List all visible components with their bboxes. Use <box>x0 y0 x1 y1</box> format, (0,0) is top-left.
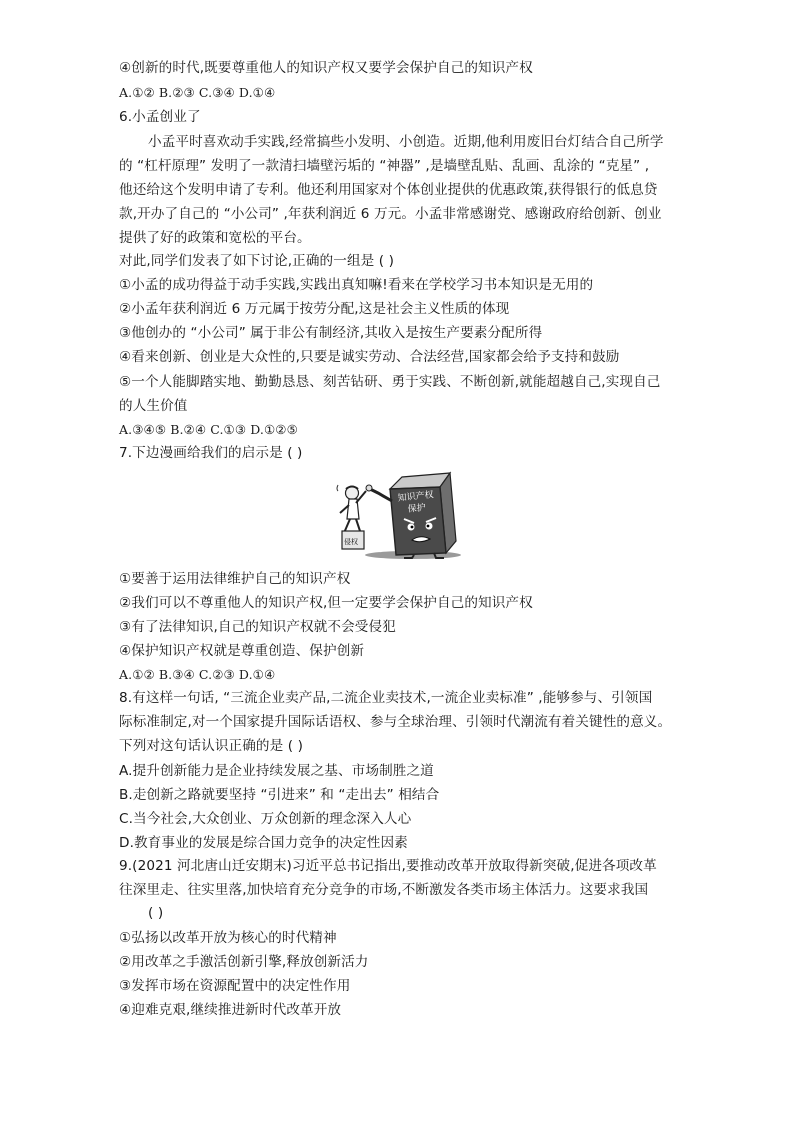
q7-option-3: ③有了法律知识,自己的知识产权就不会受侵犯 <box>119 619 396 635</box>
q6-passage-line-1: 小孟平时喜欢动手实践,经常搞些小发明、小创造。近期,他利用废旧台灯结合自己所学 <box>148 134 664 150</box>
q9-option-2: ②用改革之手激活创新引擎,释放创新活力 <box>119 954 369 970</box>
q9-option-4: ④迎难克艰,继续推进新时代改革开放 <box>119 1002 342 1018</box>
q6-answer-choices: A.③④⑤ B.②④ C.①③ D.①②⑤ <box>119 422 298 437</box>
book-label-line-1: 知识产权 <box>397 490 435 504</box>
q9-answer-blank: ( ) <box>148 905 164 921</box>
book-label-line-2: 保护 <box>407 503 427 515</box>
q7-title: 7.下边漫画给我们的启示是 ( ) <box>119 445 303 461</box>
q8-stem-line-1: 8.有这样一句话, “三流企业卖产品,二流企业卖技术,一流企业卖标准” ,能够参与、引领国 <box>119 690 653 706</box>
q8-option-c: C.当今社会,大众创业、万众创新的理念深入人心 <box>119 811 412 827</box>
q6-passage-line-5: 提供了好的政策和宽松的平台。 <box>119 230 311 246</box>
q8-stem-line-3: 下列对这句话认识正确的是 ( ) <box>119 738 303 754</box>
q7-answer-choices: A.①② B.③④ C.②③ D.①④ <box>119 667 276 682</box>
q6-statement-1: ①小孟的成功得益于动手实践,实践出真知嘛!看来在学校学习书本知识是无用的 <box>119 277 594 293</box>
q9-option-1: ①弘扬以改革开放为核心的时代精神 <box>119 930 337 946</box>
q7-option-4: ④保护知识产权就是尊重创造、保护创新 <box>119 643 365 659</box>
q9-option-3: ③发挥市场在资源配置中的决定性作用 <box>119 978 351 994</box>
q9-stem-line-2: 往深里走、往实里落,加快培育充分竞争的市场,不断激发各类市场主体活力。这要求我国 <box>119 882 649 898</box>
q6-passage-line-4: 款,开办了自己的 “小公司” ,年获利润近 6 万元。小孟非常感谢党、感谢政府给创新、创业 <box>119 206 662 222</box>
q8-option-d: D.教育事业的发展是综合国力竞争的决定性因素 <box>119 835 408 851</box>
q6-statement-4: ④看来创新、创业是大众性的,只要是诚实劳动、合法经营,国家都会给予支持和鼓励 <box>119 349 620 365</box>
q6-question-stem: 对此,同学们发表了如下讨论,正确的一组是 ( ) <box>119 253 394 269</box>
q6-title: 6.小孟创业了 <box>119 109 201 125</box>
q6-statement-5: ⑤一个人能脚踏实地、勤勤恳恳、刻苦钻研、勇于实践、不断创新,就能超越自己,实现自己 <box>119 374 661 390</box>
q5-answer-choices: A.①② B.②③ C.③④ D.①④ <box>119 85 276 100</box>
q9-stem-line-1: 9.(2021 河北唐山迁安期末)习近平总书记指出,要推动改革开放取得新突破,促进各项改革 <box>119 858 657 874</box>
q8-stem-line-2: 际标准制定,对一个国家提升国际话语权、参与全球治理、引领时代潮流有着关键性的意义。 <box>119 714 672 730</box>
q5-option-4: ④创新的时代,既要尊重他人的知识产权又要学会保护自己的知识产权 <box>119 60 533 76</box>
box-label: 侵权 <box>344 538 358 546</box>
q7-option-1: ①要善于运用法律维护自己的知识产权 <box>119 571 351 587</box>
q6-statement-3: ③他创办的 “小公司” 属于非公有制经济,其收入是按生产要素分配所得 <box>119 325 543 341</box>
q6-passage-line-2: 的 “杠杆原理” 发明了一款清扫墙壁污垢的 “神器” ,是墙壁乱贴、乱画、乱涂的 “克星” , <box>119 158 650 174</box>
q6-statement-5-cont: 的人生价值 <box>119 398 188 414</box>
q6-passage-line-3: 他还给这个发明申请了专利。他还利用国家对个体创业提供的优惠政策,获得银行的低息贷 <box>119 182 658 198</box>
q8-option-b: B.走创新之路就要坚持 “引进来” 和 “走出去” 相结合 <box>119 787 440 803</box>
q8-option-a: A.提升创新能力是企业持续发展之基、市场制胜之道 <box>119 763 434 779</box>
q6-statement-2: ②小孟年获利润近 6 万元属于按劳分配,这是社会主义性质的体现 <box>119 301 510 317</box>
q7-option-2: ②我们可以不尊重他人的知识产权,但一定要学会保护自己的知识产权 <box>119 595 533 611</box>
ip-protection-cartoon <box>328 467 464 559</box>
